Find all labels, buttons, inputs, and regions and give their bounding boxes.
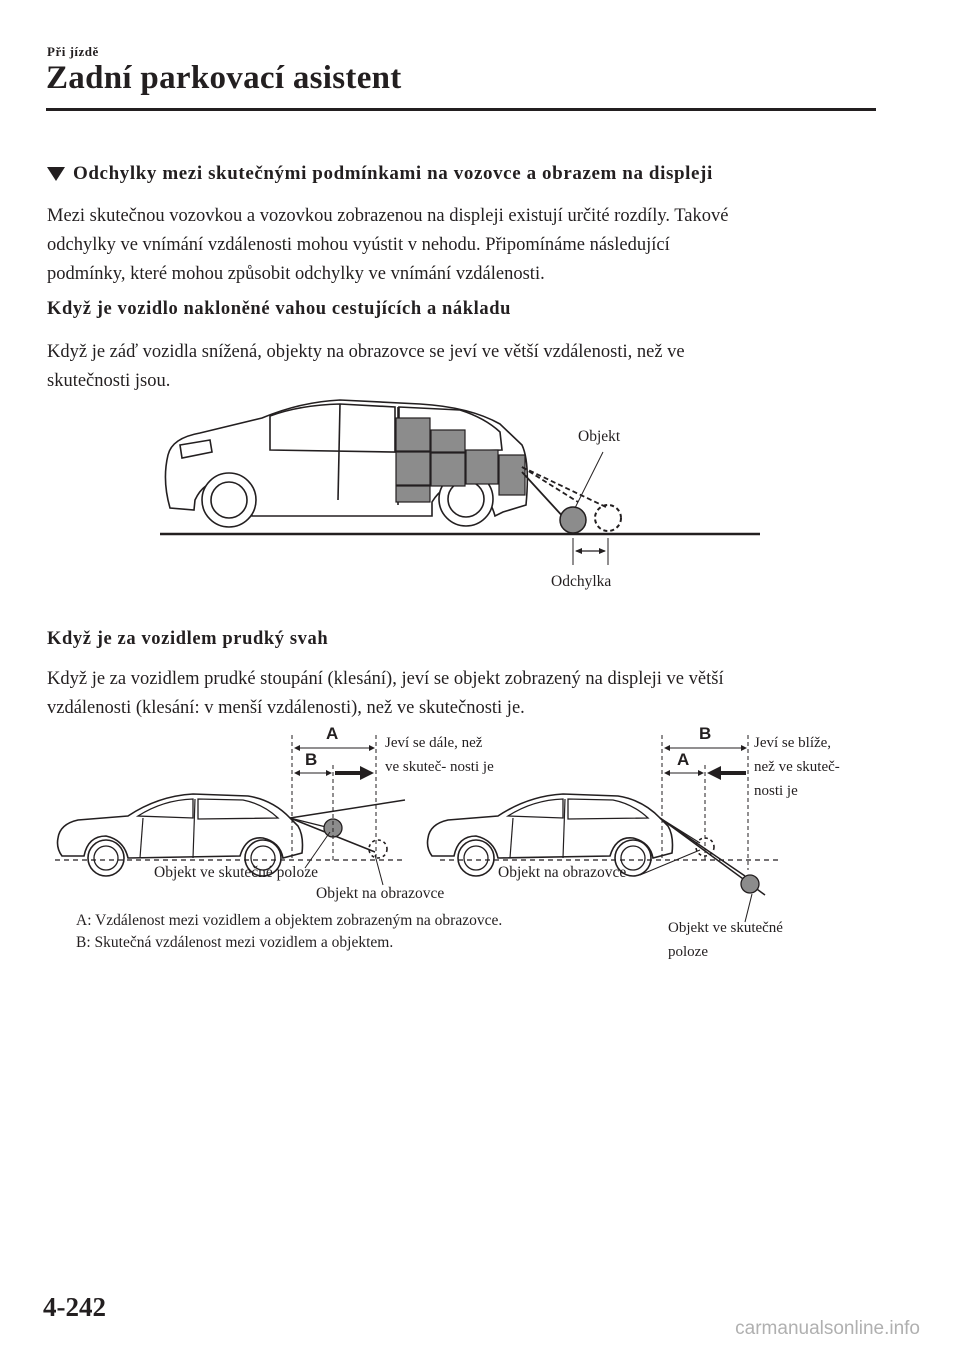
right-appears-line: nosti je [754,783,798,799]
case1-line: skutečnosti jsou. [47,371,171,391]
right-actual-object [741,875,759,893]
right-appears-line: Jeví se blíže, [754,735,832,751]
right-appears-closer [754,731,840,803]
legend-b: B: Skutečná vzdálenost mezi vozidlem a objektem. [76,934,394,951]
left-label-b: B [305,750,318,769]
left-appears-line: Jeví se dále, než [385,735,483,751]
case1-heading: Když je vozidlo nakloněné vahou cestujících a nákladu [47,299,512,319]
right-real-line: poloze [668,944,708,960]
right-on-screen-label: Objekt na obrazovce [498,864,627,881]
intro-line: odchylky ve vnímání vzdálenosti mohou vyústit v nehodu. Připomínáme následující [47,235,670,255]
right-label-b: B [699,724,712,743]
deviation-label: Odchylka [551,573,612,590]
legend-a: A: Vzdálenost mezi vozidlem a objektem zobrazeným na obrazovce. [76,912,503,929]
left-appears-farther [385,731,494,779]
watermark: carmanualsonline.info [735,1318,920,1339]
page-title: Zadní parkovací asistent [46,60,402,96]
section-label: Při jízdě [47,44,99,59]
left-real-position-label: Objekt ve skutečné poloze [154,864,318,881]
intro-line: Mezi skutečnou vozovkou a vozovkou zobrazenou na displeji existují určité rozdíly. Takové [47,206,729,226]
case2-line: Když je za vozidlem prudké stoupání (klesání), jeví se objekt zobrazený na displeji ve větší [47,669,724,689]
case2-line: vzdálenosti (klesání: v menší vzdálenosti), než ve skutečnosti je. [47,698,525,718]
right-real-position-label [668,916,783,964]
case1-line: Když je záď vozidla snížená, objekty na obrazovce se jeví ve větší vzdálenosti, než ve [47,342,685,362]
right-appears-line: než ve skuteč- [754,759,840,775]
object-label: Objekt [578,428,621,445]
left-appears-line: ve skuteč- nosti je [385,759,494,775]
case2-heading: Když je za vozidlem prudký svah [47,629,329,649]
right-label-a: A [677,750,690,769]
right-real-line: Objekt ve skutečné [668,920,783,936]
left-label-a: A [326,724,339,743]
left-on-screen-label: Objekt na obrazovce [316,885,445,902]
intro-line: podmínky, které mohou způsobit odchylky ve vnímání vzdálenosti. [47,264,545,284]
page-number: 4-242 [43,1292,106,1322]
left-apparent-object [369,840,387,858]
subsection-title: Odchylky mezi skutečnými podmínkami na vozovce a obrazem na displeji [73,163,713,184]
